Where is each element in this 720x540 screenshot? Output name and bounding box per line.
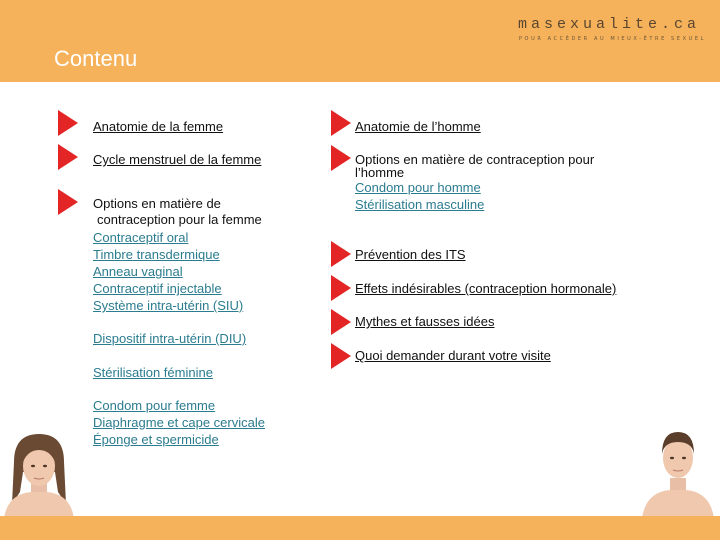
brand-tagline: POUR ACCÉDER AU MIEUX-ÊTRE SEXUEL bbox=[518, 36, 706, 42]
link-sterilisation-masculine[interactable]: Stérilisation masculine bbox=[355, 197, 485, 212]
marker-anatomie-femme-icon bbox=[58, 110, 78, 136]
marker-options-femme-icon bbox=[58, 189, 78, 215]
page-title: Contenu bbox=[54, 46, 138, 71]
link-anneau-vaginal[interactable]: Anneau vaginal bbox=[93, 264, 183, 279]
heading-options-homme-line2: l’homme bbox=[355, 165, 405, 180]
marker-cycle-icon bbox=[58, 144, 78, 170]
heading-options-femme-line1: Options en matière de bbox=[93, 196, 221, 211]
link-condom-homme[interactable]: Condom pour homme bbox=[355, 180, 481, 195]
link-timbre-transdermique[interactable]: Timbre transdermique bbox=[93, 247, 220, 262]
marker-effets-icon bbox=[331, 275, 351, 301]
heading-options-femme-line2: contraception pour la femme bbox=[97, 212, 262, 227]
link-sterilisation-feminine[interactable]: Stérilisation féminine bbox=[93, 365, 213, 380]
male-figure-icon bbox=[640, 428, 716, 518]
link-mythes[interactable]: Mythes et fausses idées bbox=[355, 314, 495, 329]
link-diu[interactable]: Dispositif intra-utérin (DIU) bbox=[93, 331, 247, 346]
link-eponge[interactable]: Éponge et spermicide bbox=[93, 432, 219, 447]
link-quoi-demander[interactable]: Quoi demander durant votre visite bbox=[355, 348, 551, 363]
link-effets-indesirables[interactable]: Effets indésirables (contraception hormonale) bbox=[355, 281, 617, 296]
link-anatomie-homme[interactable]: Anatomie de l’homme bbox=[355, 119, 481, 134]
link-contraceptif-oral[interactable]: Contraceptif oral bbox=[93, 230, 189, 245]
link-siu[interactable]: Système intra-utérin (SIU) bbox=[93, 298, 244, 313]
marker-prevention-icon bbox=[331, 241, 351, 267]
marker-mythes-icon bbox=[331, 309, 351, 335]
footer-bar bbox=[0, 516, 720, 540]
link-contraceptif-injectable[interactable]: Contraceptif injectable bbox=[93, 281, 222, 296]
marker-anatomie-homme-icon bbox=[331, 110, 351, 136]
link-prevention-its[interactable]: Prévention des ITS bbox=[355, 247, 466, 262]
barrier-links bbox=[93, 397, 265, 448]
brand-logo: masexualite.ca bbox=[517, 16, 700, 33]
options-femme-links bbox=[93, 229, 243, 314]
marker-quoi-demander-icon bbox=[331, 343, 351, 369]
link-anatomie-femme[interactable]: Anatomie de la femme bbox=[93, 119, 224, 134]
heading-options-homme-line1: Options en matière de contraception pour bbox=[355, 152, 595, 167]
marker-options-homme-icon bbox=[331, 145, 351, 171]
female-figure-icon bbox=[0, 432, 78, 518]
link-diaphragme[interactable]: Diaphragme et cape cervicale bbox=[93, 415, 265, 430]
header-bar bbox=[0, 0, 720, 82]
options-homme-links bbox=[355, 179, 484, 213]
link-condom-femme[interactable]: Condom pour femme bbox=[93, 398, 216, 413]
link-cycle-menstruel[interactable]: Cycle menstruel de la femme bbox=[93, 152, 262, 167]
